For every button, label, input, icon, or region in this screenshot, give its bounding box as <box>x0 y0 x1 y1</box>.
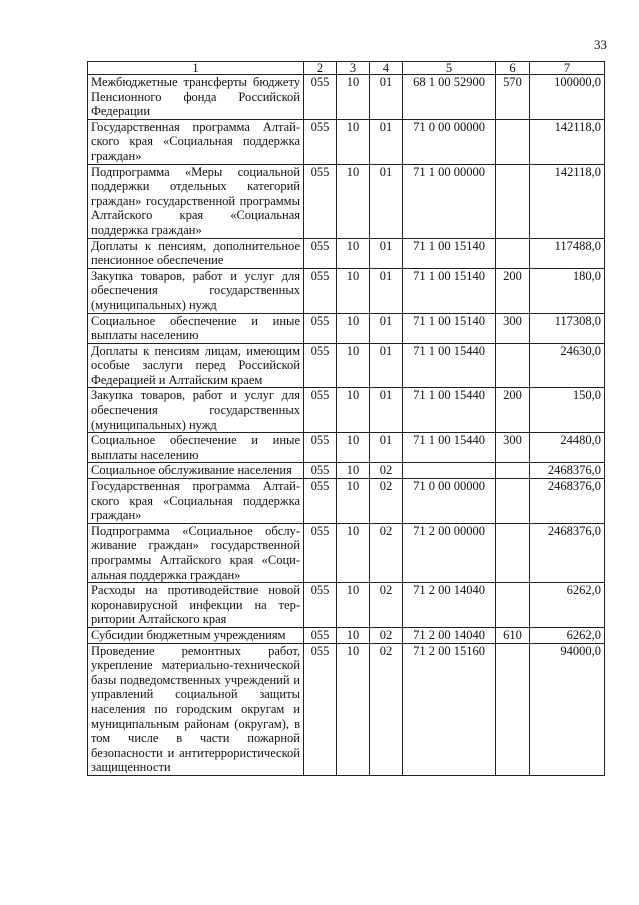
cell-target-article: 71 1 00 15140 <box>403 268 496 313</box>
table-row <box>88 643 605 775</box>
cell-ministry-code: 055 <box>304 313 337 343</box>
cell-subsection: 01 <box>370 313 403 343</box>
cell-amount: 180,0 <box>530 268 605 313</box>
cell-target-article <box>403 463 496 479</box>
cell-ministry-code: 055 <box>304 388 337 433</box>
cell-expense-type: 200 <box>496 388 530 433</box>
cell-ministry-code: 055 <box>304 479 337 524</box>
row-name: Межбюджетные трансферты бюджету Пенсионного фонда Российской Федерации <box>88 75 304 120</box>
cell-amount: 24630,0 <box>530 343 605 388</box>
cell-expense-type <box>496 119 530 164</box>
cell-target-article: 71 2 00 00000 <box>403 523 496 582</box>
cell-ministry-code: 055 <box>304 75 337 120</box>
cell-amount: 117488,0 <box>530 238 605 268</box>
column-header: 1 <box>88 62 304 75</box>
cell-amount: 6262,0 <box>530 627 605 643</box>
cell-expense-type: 200 <box>496 268 530 313</box>
cell-section: 10 <box>337 523 370 582</box>
cell-target-article: 68 1 00 52900 <box>403 75 496 120</box>
cell-target-article: 71 2 00 14040 <box>403 627 496 643</box>
cell-amount: 6262,0 <box>530 583 605 628</box>
cell-amount: 142118,0 <box>530 164 605 238</box>
cell-ministry-code: 055 <box>304 433 337 463</box>
cell-target-article: 71 1 00 00000 <box>403 164 496 238</box>
cell-expense-type <box>496 583 530 628</box>
cell-target-article: 71 1 00 15440 <box>403 343 496 388</box>
column-header: 7 <box>530 62 605 75</box>
cell-subsection: 02 <box>370 479 403 524</box>
cell-section: 10 <box>337 75 370 120</box>
cell-ministry-code: 055 <box>304 463 337 479</box>
cell-amount: 100000,0 <box>530 75 605 120</box>
cell-amount: 2468376,0 <box>530 523 605 582</box>
table-row <box>88 268 605 313</box>
budget-table <box>87 61 605 776</box>
cell-amount: 94000,0 <box>530 643 605 775</box>
column-header: 4 <box>370 62 403 75</box>
column-header: 6 <box>496 62 530 75</box>
cell-expense-type <box>496 343 530 388</box>
cell-target-article: 71 1 00 15440 <box>403 433 496 463</box>
table-row <box>88 479 605 524</box>
table-row <box>88 238 605 268</box>
row-name: Государственная программа Алтайского края «Социальная поддержка граждан» <box>88 479 304 524</box>
cell-amount: 24480,0 <box>530 433 605 463</box>
page-number: 33 <box>594 37 607 52</box>
cell-ministry-code: 055 <box>304 119 337 164</box>
cell-subsection: 01 <box>370 433 403 463</box>
row-name: Проведение ремонтных работ, укрепление материально-технической базы подведомственных учреждений и управлений социальной защиты населения по городским округам и муниципальным районам (округам), в том числе в части пожарной безопасности и антитеррористической защищенности <box>88 643 304 775</box>
cell-ministry-code: 055 <box>304 343 337 388</box>
column-header: 2 <box>304 62 337 75</box>
cell-ministry-code: 055 <box>304 583 337 628</box>
cell-expense-type: 610 <box>496 627 530 643</box>
cell-amount: 150,0 <box>530 388 605 433</box>
cell-target-article: 71 0 00 00000 <box>403 119 496 164</box>
row-name: Социальное обеспечение и иные выплаты населению <box>88 433 304 463</box>
table-row <box>88 433 605 463</box>
cell-expense-type <box>496 238 530 268</box>
cell-subsection: 02 <box>370 643 403 775</box>
cell-subsection: 01 <box>370 75 403 120</box>
row-name: Доплаты к пенсиям лицам, имеющим особые заслуги перед Российской Федерацией и Алтайским краем <box>88 343 304 388</box>
cell-section: 10 <box>337 463 370 479</box>
cell-section: 10 <box>337 433 370 463</box>
cell-section: 10 <box>337 343 370 388</box>
row-name: Закупка товаров, работ и услуг для обеспечения государственных (муниципальных) нужд <box>88 388 304 433</box>
row-name: Социальное обслуживание населения <box>88 463 304 479</box>
table-row <box>88 388 605 433</box>
row-name: Подпрограмма «Меры социальной поддержки отдельных категорий граждан» государственной программы Алтайского края «Социальная поддержка граждан» <box>88 164 304 238</box>
cell-subsection: 01 <box>370 343 403 388</box>
table-row <box>88 627 605 643</box>
cell-subsection: 02 <box>370 523 403 582</box>
cell-target-article: 71 0 00 00000 <box>403 479 496 524</box>
cell-expense-type: 300 <box>496 433 530 463</box>
column-header: 3 <box>337 62 370 75</box>
table-row <box>88 164 605 238</box>
cell-ministry-code: 055 <box>304 523 337 582</box>
row-name: Закупка товаров, работ и услуг для обеспечения государственных (муниципальных) нужд <box>88 268 304 313</box>
table-row <box>88 583 605 628</box>
table-header-row <box>88 62 605 75</box>
cell-amount: 142118,0 <box>530 119 605 164</box>
cell-section: 10 <box>337 268 370 313</box>
cell-subsection: 01 <box>370 164 403 238</box>
cell-amount: 2468376,0 <box>530 479 605 524</box>
cell-amount: 117308,0 <box>530 313 605 343</box>
row-name: Доплаты к пенсиям, дополнительное пенсионное обеспечение <box>88 238 304 268</box>
cell-target-article: 71 2 00 14040 <box>403 583 496 628</box>
cell-subsection: 01 <box>370 268 403 313</box>
cell-subsection: 01 <box>370 388 403 433</box>
cell-target-article: 71 1 00 15440 <box>403 388 496 433</box>
cell-expense-type <box>496 463 530 479</box>
table-row <box>88 343 605 388</box>
cell-ministry-code: 055 <box>304 268 337 313</box>
table-row <box>88 75 605 120</box>
cell-section: 10 <box>337 388 370 433</box>
cell-expense-type: 300 <box>496 313 530 343</box>
cell-subsection: 02 <box>370 627 403 643</box>
cell-target-article: 71 1 00 15140 <box>403 313 496 343</box>
cell-target-article: 71 2 00 15160 <box>403 643 496 775</box>
row-name: Подпрограмма «Социальное обслуживание граждан» государственной программы Алтайского края «Социальная поддержка граждан» <box>88 523 304 582</box>
cell-subsection: 01 <box>370 119 403 164</box>
row-name: Социальное обеспечение и иные выплаты населению <box>88 313 304 343</box>
row-name: Расходы на противодействие новой коронавирусной инфекции на территории Алтайского края <box>88 583 304 628</box>
cell-subsection: 02 <box>370 583 403 628</box>
cell-section: 10 <box>337 238 370 268</box>
table-row <box>88 463 605 479</box>
cell-ministry-code: 055 <box>304 643 337 775</box>
cell-amount: 2468376,0 <box>530 463 605 479</box>
cell-target-article: 71 1 00 15140 <box>403 238 496 268</box>
cell-section: 10 <box>337 164 370 238</box>
cell-subsection: 02 <box>370 463 403 479</box>
cell-expense-type <box>496 164 530 238</box>
cell-section: 10 <box>337 643 370 775</box>
table-row <box>88 313 605 343</box>
table-row <box>88 523 605 582</box>
column-header: 5 <box>403 62 496 75</box>
table-row <box>88 119 605 164</box>
cell-section: 10 <box>337 627 370 643</box>
cell-ministry-code: 055 <box>304 238 337 268</box>
cell-expense-type <box>496 479 530 524</box>
cell-section: 10 <box>337 119 370 164</box>
cell-expense-type <box>496 643 530 775</box>
cell-expense-type: 570 <box>496 75 530 120</box>
cell-section: 10 <box>337 479 370 524</box>
row-name: Субсидии бюджетным учреждениям <box>88 627 304 643</box>
cell-section: 10 <box>337 583 370 628</box>
row-name: Государственная программа Алтайского края «Социальная поддержка граждан» <box>88 119 304 164</box>
cell-subsection: 01 <box>370 238 403 268</box>
cell-expense-type <box>496 523 530 582</box>
cell-ministry-code: 055 <box>304 164 337 238</box>
cell-section: 10 <box>337 313 370 343</box>
cell-ministry-code: 055 <box>304 627 337 643</box>
